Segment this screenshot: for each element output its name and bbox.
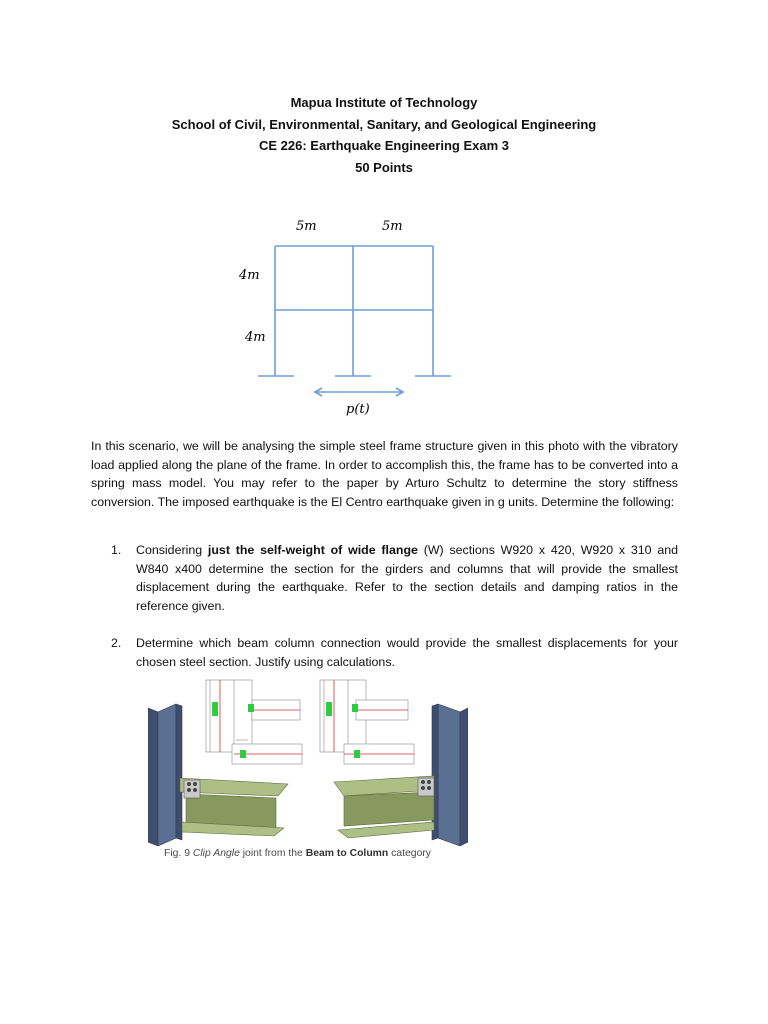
load-label: p(t)	[346, 402, 370, 417]
question-text-prefix: Considering	[136, 543, 203, 557]
exam-points: 50 Points	[355, 159, 413, 175]
intro-paragraph: In this scenario, we will be analysing the simple steel frame structure given in this photo with the vibratory load applied along the plane of the frame. In order to accomplish this, the frame has to be converted into a spring mass model. You may refer to the paper by Arturo Schultz to determine the story stiffness conversion. The imposed earthquake is the El Centro earthquake given in g units. Determine the following:	[91, 439, 678, 509]
caption-bold: Beam to Column	[305, 848, 389, 859]
question-text-bold: just the self-weight of wide flange	[207, 543, 418, 557]
figure-caption	[164, 848, 431, 859]
story-top-label: 4m	[239, 268, 260, 283]
caption-prefix: Fig. 9	[164, 848, 193, 859]
question-number: 1.	[111, 543, 122, 557]
institution-title: Mapua Institute of Technology	[290, 95, 478, 110]
connection-figure	[148, 678, 468, 846]
detail-view-left	[206, 680, 302, 764]
frame-diagram	[230, 208, 480, 418]
question-text-rest: (W) sections W920 x 420, W920 x 310 and W840 x400 determine the section for the girders and columns that will provide the smallest displacement during the earthquake. Refer to the section details and damping ratios in the reference given.	[136, 543, 678, 613]
question-text: Determine which beam column connection would provide the smallest displacements for your chosen steel section. Justify using calculations.	[136, 635, 678, 669]
caption-suffix: category	[388, 848, 432, 859]
caption-middle: joint from the	[239, 848, 306, 859]
question-list	[111, 541, 678, 671]
bay-right-label: 5m	[382, 219, 403, 234]
question-1	[111, 541, 678, 615]
school-title: School of Civil, Environmental, Sanitary, and Geological Engineering	[171, 116, 597, 132]
question-number: 2.	[111, 635, 122, 650]
load-arrow	[315, 388, 403, 396]
document-header	[0, 92, 768, 178]
question-2	[111, 634, 678, 671]
course-title: CE 226: Earthquake Engineering Exam 3	[259, 138, 509, 153]
story-bottom-label: 4m	[245, 330, 266, 345]
detail-view-right	[320, 680, 414, 764]
caption-italic: Clip Angle	[192, 848, 240, 859]
bay-left-label: 5m	[296, 219, 317, 234]
frame-members	[258, 246, 451, 376]
